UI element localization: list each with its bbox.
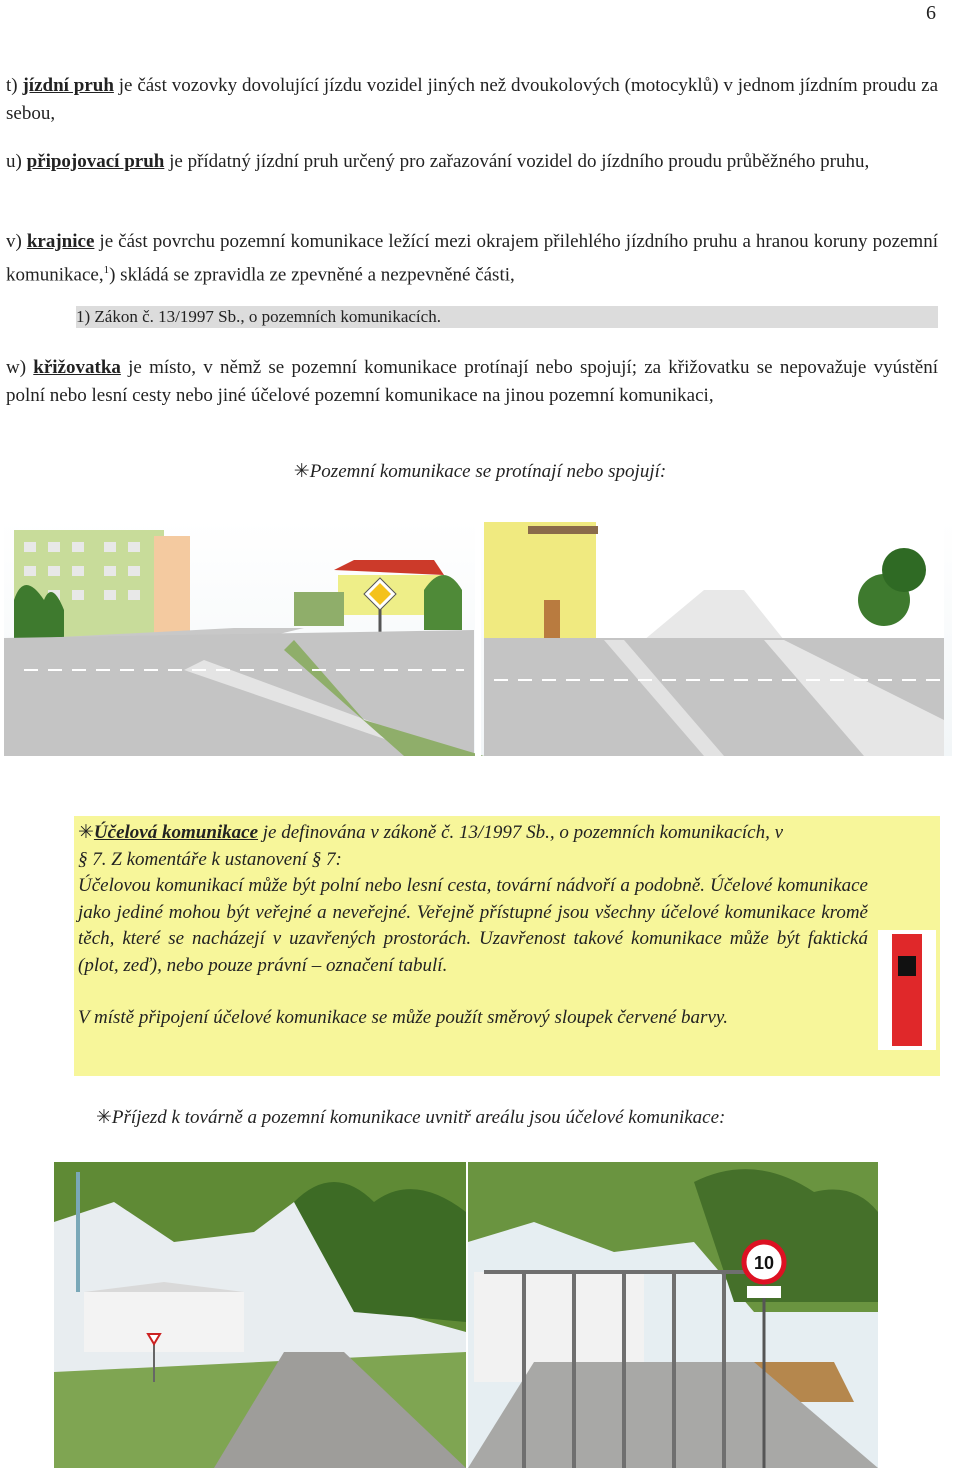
- heading-intersections: ✳Pozemní komunikace se protínají nebo spojují:: [293, 461, 667, 482]
- definition-u: u) připojovací pruh je přídatný jízdní pruh určený pro zařazování vozidel do jízdního proudu průběžného pruhu,: [6, 151, 870, 172]
- ucelova-komunikace-text: ✳Účelová komunikace je definována v zákoně č. 13/1997 Sb., o pozemních komunikacích, v § 7. Z komentáře k ustanovení § 7: Účelovou komunikací může být polní nebo lesní cesta, tovární nádvoří a podobně. Účelové komunikace jako jediné mohou být veřejné a neveřejné. Veřejně přístupné jsou všechny účelové komunikace kromě těch, které se nacházejí v uzavřených prostorách. Uzavřenost takové komunikace může být faktická (plot, zeď), nebo pouze právní – označení tabulí. V místě připojení účelové komunikace se může použít směrový sloupek červené barvy.: [78, 820, 936, 1032]
- box-paragraph-1: Účelovou komunikací může být polní nebo lesní cesta, tovární nádvoří a podobně. Účelové komunikace jako jediné mohou být veřejné a neveřejné. Veřejně přístupné jsou všechny účelové komunikace kromě těch, které se nacházejí v uzavřených prostorách. Uzavřenost takové komunikace může být faktická (plot, zeď), nebo pouze právní – označení tabulí.: [78, 875, 868, 976]
- directional-post-icon: [878, 930, 936, 1050]
- term-krizovatka: křižovatka: [33, 357, 121, 378]
- term-krajnice: krajnice: [26, 231, 95, 252]
- asterisk-icon: ✳: [78, 822, 94, 843]
- definition-v: v) krajnice je část povrchu pozemní komunikace ležící mezi okrajem přilehlého jízdního pruhu a hranou koruny pozemní komunikace,$^1$) skládá se zpravidla ze zpevněné a nezpevněné části,: [6, 231, 938, 286]
- heading-factory-access: ✳Příjezd k továrně a pozemní komunikace uvnitř areálu jsou účelové komunikace:: [96, 1107, 726, 1128]
- factory-photos: [54, 1162, 878, 1468]
- term-jizdni-pruh: jízdní pruh: [22, 75, 114, 96]
- definition-t: t) jízdní pruh je část vozovky dovolující jízdu vozidel jiných než dvoukolových (motocyklů) v jednom jízdním proudu za sebou,: [6, 75, 939, 124]
- factory-road-photo: [54, 1162, 466, 1468]
- definition-w: w) křižovatka je místo, v němž se pozemní komunikace protínají nebo spojují; za křižovatku se nepovažuje vyústění polní nebo lesní cesty nebo jiné účelové pozemní komunikace na jinou pozemní komunikaci,: [6, 357, 938, 406]
- term-ucelova-komunikace: Účelová komunikace: [93, 822, 259, 843]
- asterisk-icon: ✳: [96, 1107, 112, 1128]
- factory-gate-photo: [468, 1162, 878, 1468]
- red-post-figure: [878, 930, 936, 1050]
- intersection-illustration: [4, 520, 952, 756]
- footnote: 1) Zákon č. 13/1997 Sb., o pozemních komunikacích.: [76, 306, 938, 328]
- speed-limit-value: 10: [753, 1253, 775, 1273]
- ucelova-komunikace-box: [74, 816, 940, 1076]
- asterisk-icon: ✳: [293, 461, 310, 482]
- box-paragraph-2: V místě připojení účelové komunikace se může použít směrový sloupek červené barvy.: [78, 1007, 729, 1028]
- term-pripojovaci-pruh: připojovací pruh: [26, 151, 165, 172]
- page-number: 6: [926, 2, 936, 24]
